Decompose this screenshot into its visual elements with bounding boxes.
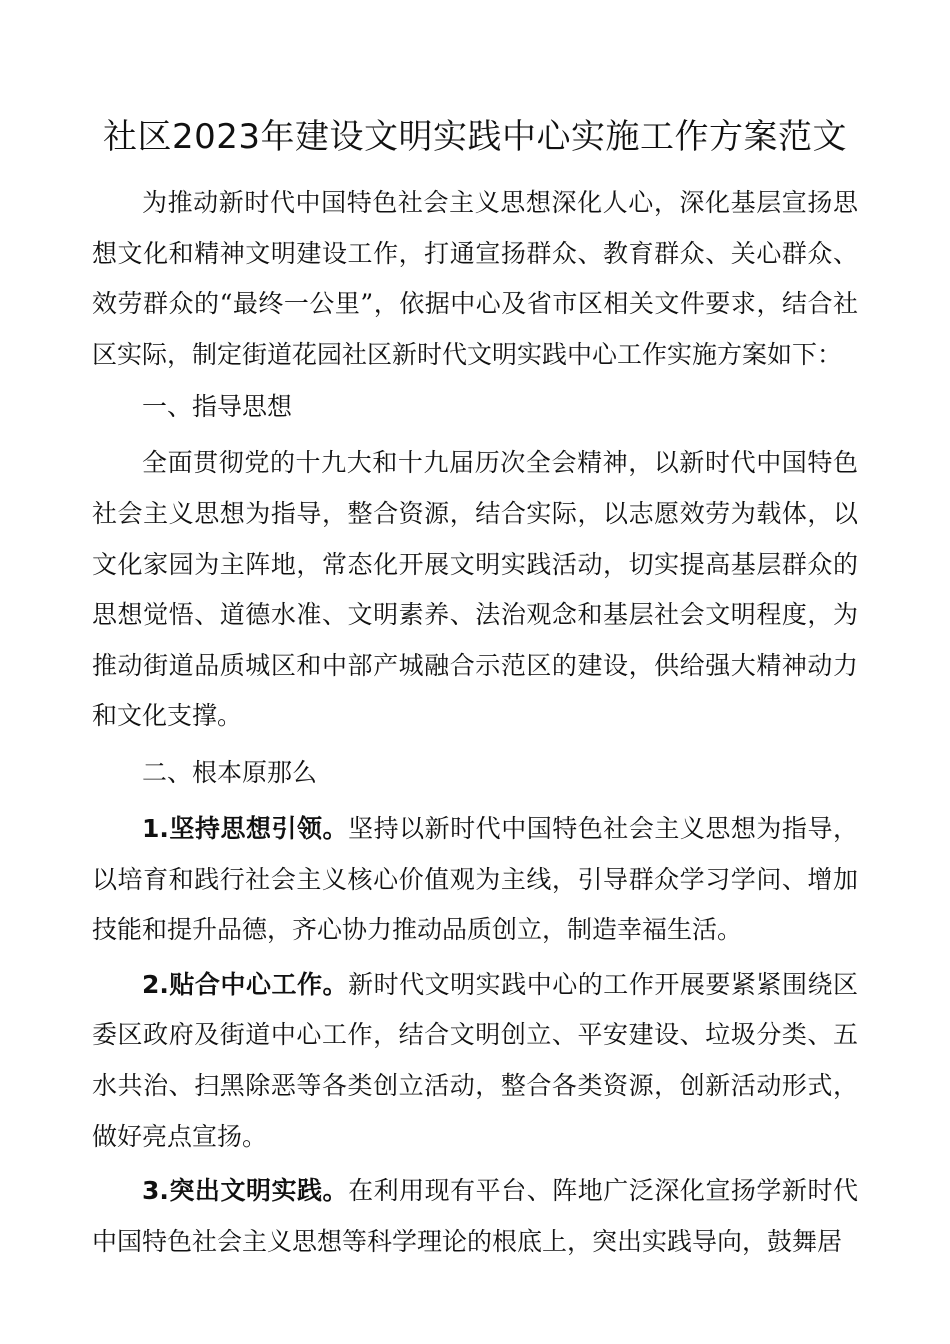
principle-item-1-body: 坚持以新时代中国特色社会主义思想为指导，以培育和践行社会主义核心价值观为主线，引导群众学习学问、增加技能和提升品德，齐心协力推动品质创立，制造幸福生活。 [92,813,858,945]
principle-item-2-lead: 2.贴合中心工作。 [142,969,349,999]
principle-item-1 [92,804,858,956]
section-heading-principles: 二、根本原那么 [142,757,318,787]
intro-paragraph: 为推动新时代中国特色社会主义思想深化人心，深化基层宣扬思想文化和精神文明建设工作，打通宣扬群众、教育群众、关心群众、效劳群众的“最终一公里”，依据中心及省市区相关文件要求，结合社区实际，制定街道花园社区新时代文明实践中心工作实施方案如下： [92,188,858,369]
principle-item-1-lead: 1.坚持思想引领。 [142,813,349,843]
principle-item-3-body: 在利用现有平台、阵地广泛深化宣扬学新时代中国特色社会主义思想等科学理论的根底上，突出实践导向，鼓舞居 [92,1176,858,1256]
section-heading-guiding-thought: 一、指导思想 [142,392,293,422]
principle-item-3-lead: 3.突出文明实践。 [142,1176,349,1206]
principle-item-3 [92,1166,858,1267]
document-title: 社区2023年建设文明实践中心实施工作方案范文 [102,117,848,157]
principle-item-2-body: 新时代文明实践中心的工作开展要紧紧围绕区委区政府及街道中心工作，结合文明创立、平安建设、垃圾分类、五水共治、扫黑除恶等各类创立活动，整合各类资源，创新活动形式，做好亮点宣扬。 [92,969,858,1151]
document-page [92,112,858,1267]
guiding-thought-paragraph: 全面贯彻党的十九大和十九届历次全会精神，以新时代中国特色社会主义思想为指导，整合资源，结合实际，以志愿效劳为载体，以文化家园为主阵地，常态化开展文明实践活动，切实提高基层群众的思想觉悟、道德水准、文明素养、法治观念和基层社会文明程度，为推动街道品质城区和中部产城融合示范区的建设，供给强大精神动力和文化支撑。 [92,448,858,731]
principle-item-2 [92,960,858,1162]
